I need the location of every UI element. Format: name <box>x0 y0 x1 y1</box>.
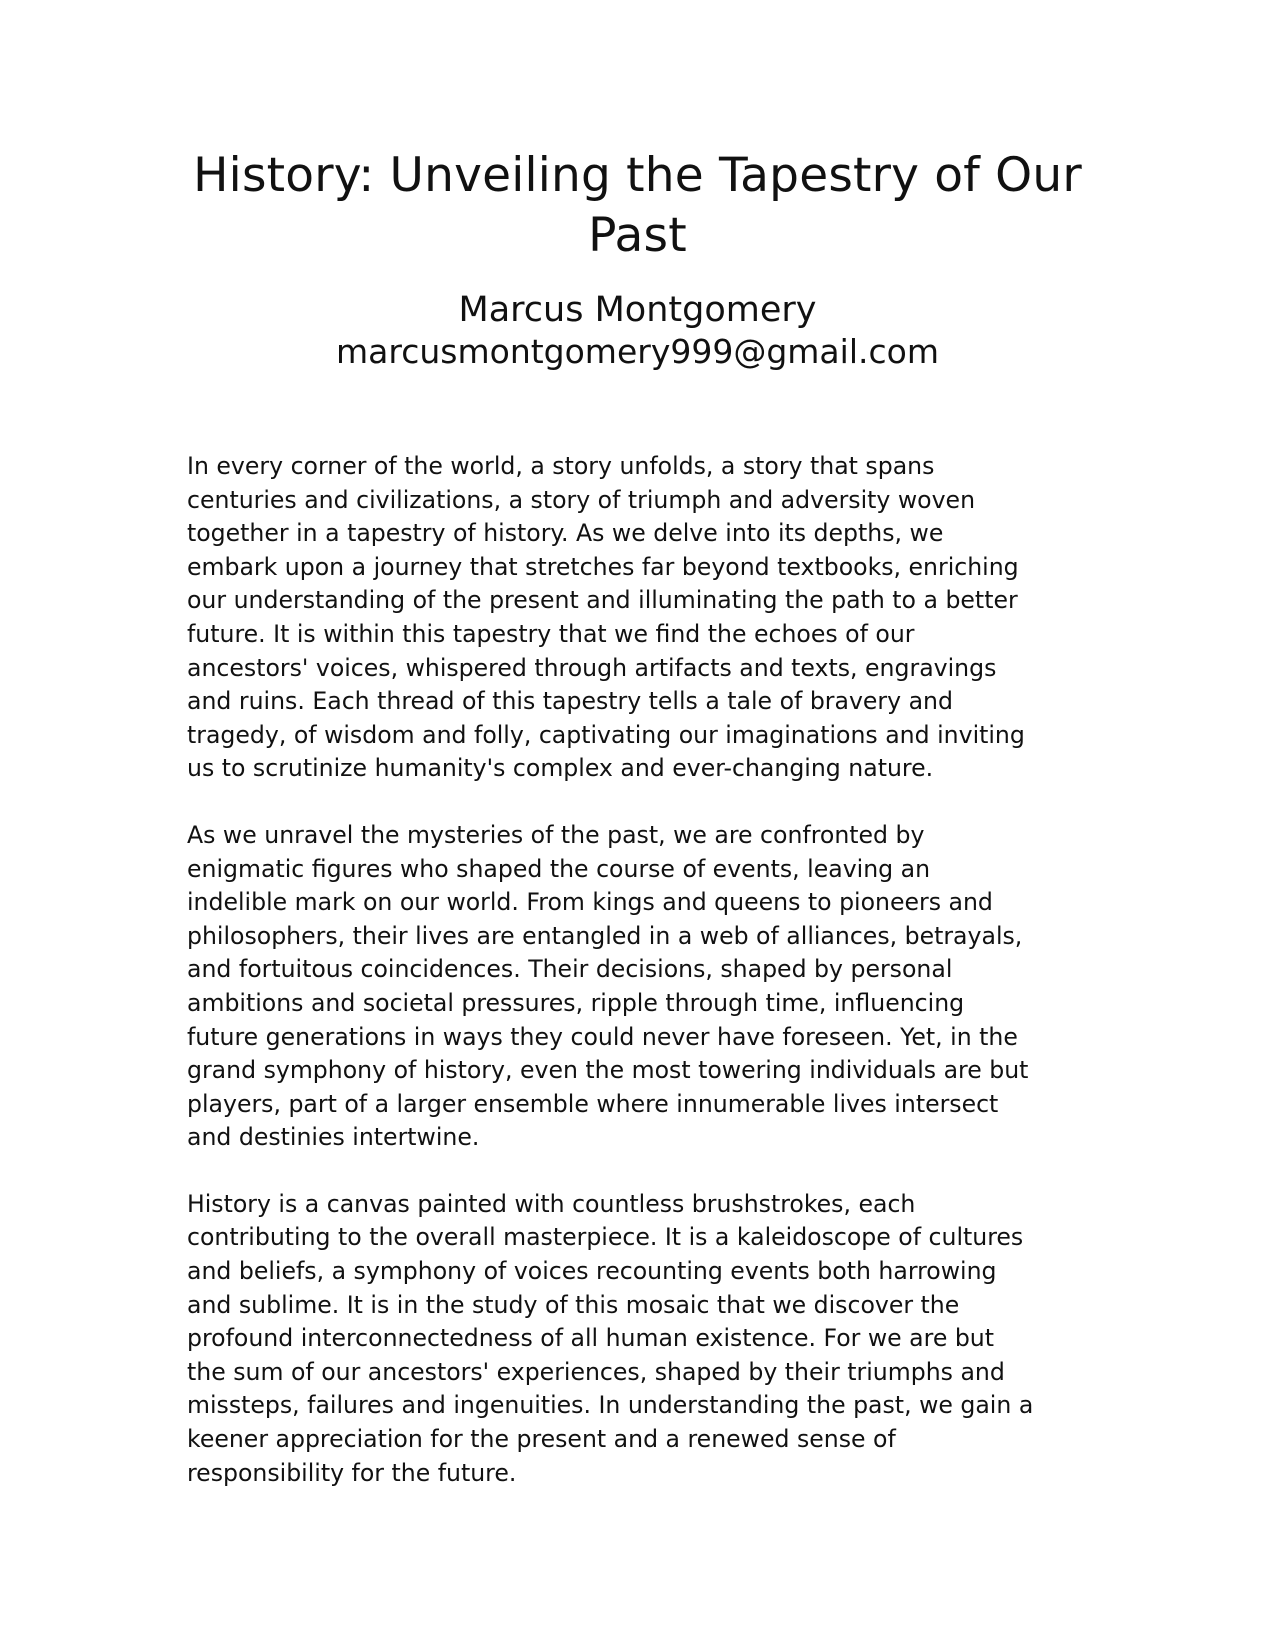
author-name: Marcus Montgomery <box>458 290 817 330</box>
paragraph-1: In every corner of the world, a story unfolds, a story that spans centuries and civilizations, a story of triumph and adversity woven together in a tapestry of history. As we delve into its depths, we embark upon a journey that stretches far beyond textbooks, enriching our understanding of the present and illuminating the path to a better future. It is within this tapestry that we find the echoes of our ancestors' voices, whispered through artifacts and texts, engravings and ruins. Each thread of this tapestry tells a tale of bravery and tragedy, of wisdom and folly, captivating our imaginations and inviting us to scrutinize humanity's complex and ever-changing nature. <box>187 452 1025 783</box>
author-email: marcusmontgomery999@gmail.com <box>336 332 939 371</box>
document-title: History: Unveiling the Tapestry of Our Past <box>193 148 1082 263</box>
paragraph-3: History is a canvas painted with countless brushstrokes, each contributing to the overall masterpiece. It is a kaleidoscope of cultures and beliefs, a symphony of voices recounting events both harrowing and sublime. It is in the study of this mosaic that we discover the profound interconnectedness of all human existence. For we are but the sum of our ancestors' experiences, shaped by their triumphs and missteps, failures and ingenuities. In understanding the past, we gain a keener appreciation for the present and a renewed sense of responsibility for the future. <box>187 1189 1034 1487</box>
document-body <box>187 450 1097 1523</box>
paragraph-2: As we unravel the mysteries of the past, we are confronted by enigmatic figures who shaped the course of events, leaving an indelible mark on our world. From kings and queens to pioneers and philosophers, their lives are entangled in a web of alliances, betrayals, and fortuitous coincidences. Their decisions, shaped by personal ambitions and societal pressures, ripple through time, influencing future generations in ways they could never have foreseen. Yet, in the grand symphony of history, even the most towering individuals are but players, part of a larger ensemble where innumerable lives intersect and destinies intertwine. <box>187 820 1029 1152</box>
